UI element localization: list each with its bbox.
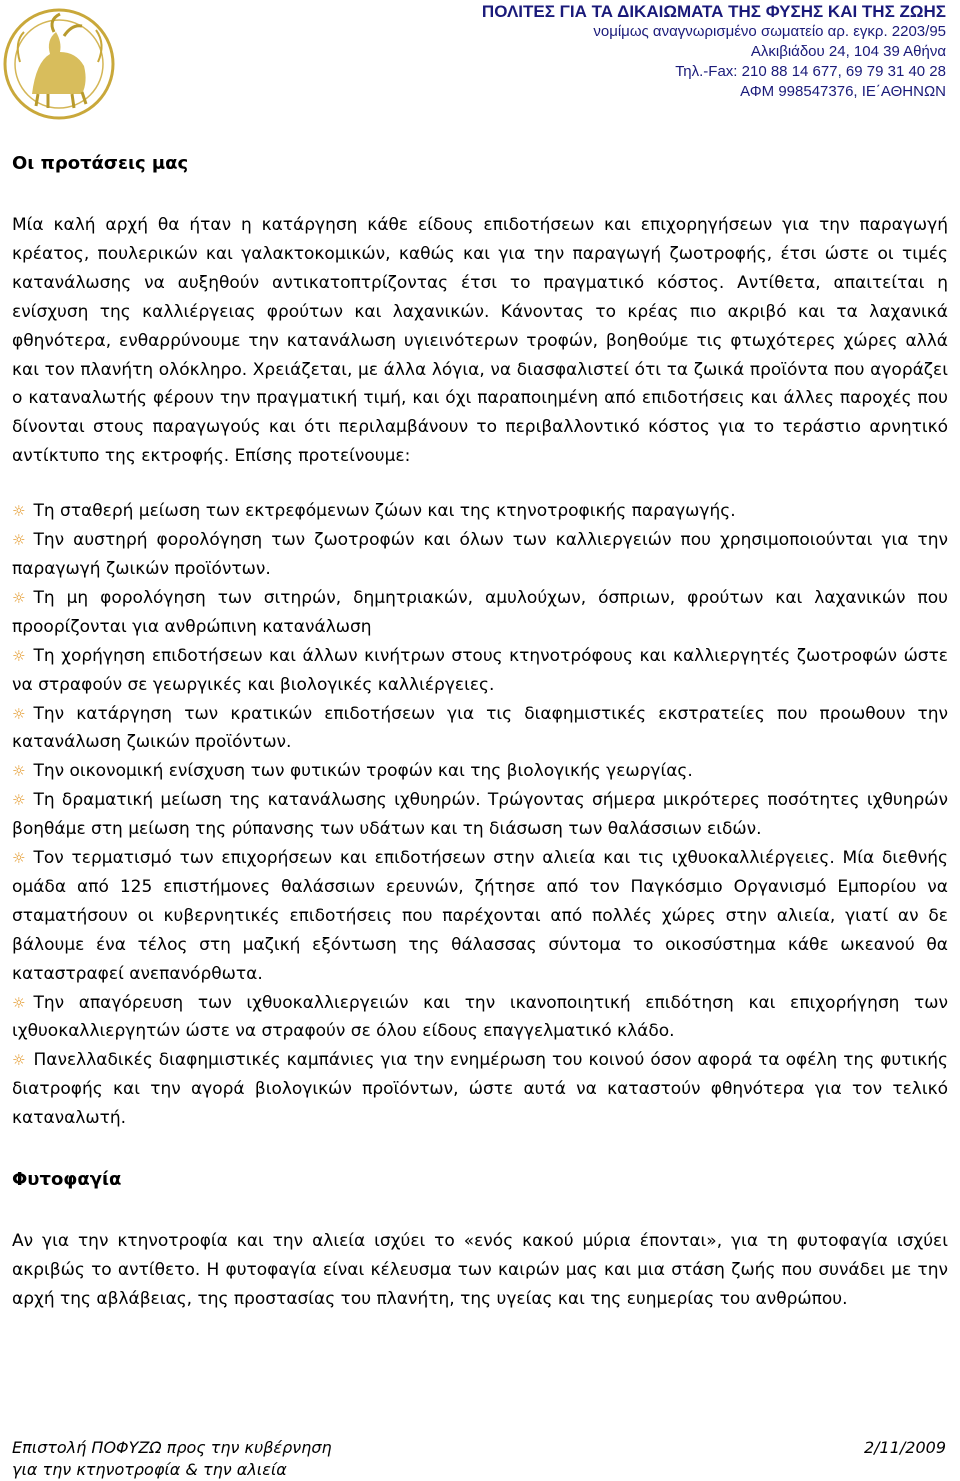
- sun-bullet-icon: ☼: [12, 1051, 26, 1070]
- sun-bullet-icon: ☼: [12, 531, 26, 550]
- sun-bullet-icon: ☼: [12, 762, 26, 781]
- intro-paragraph: Μία καλή αρχή θα ήταν η κατάργηση κάθε είδους επιδοτήσεων και επιχορηγήσεων για την παραγωγή κρέατος, πουλερικών και γαλακτοκομικών, καθώς και για την παραγωγή ζωοτροφής, έτσι ώστε οι τιμές κατανάλωσης να αυξηθούν αντικατοπτρίζοντας έτσι το πραγματικό κόστος. Αντίθετα, απαιτείται η ενίσχυση της καλλιέργειας φρούτων και λαχανικών. Κάνοντας το κρέας πιο ακριβό και τα λαχανικά φθηνότερα, ενθαρρύνουμε την κατανάλωση υγιεινότερων τροφών, βοηθούμε τις φτωχότερες χώρες αλλά και τον πλανήτη ολόκληρο. Χρειάζεται, με άλλα λόγια, να διασφαλιστεί ότι τα ζωικά προϊόντα που αγοράζει ο καταναλωτής φέρουν την πραγματική τιμή, και όχι παραποιημένη από επιδοτήσεις και άλλες παροχές που δίνονται στους παραγωγούς και ότι περιλαμβάνουν το περιβαλλοντικό κόστος για το τεράστιο αρνητικό αντίκτυπο της εκτροφής. Επίσης προτείνουμε:: [12, 215, 948, 467]
- list-item: ☼ Τη μη φορολόγηση των σιτηρών, δημητριακών, αμυλούχων, όσπριων, φρούτων και λαχανικών που προορίζονται για ανθρώπινη κατανάλωση: [12, 587, 948, 637]
- herbivory-paragraph: Αν για την κτηνοτροφία και την αλιεία ισχύει το «ενός κακού μύρια έπονται», για τη φυτοφαγία ισχύει ακριβώς το αντίθετο. Η φυτοφαγία είναι κέλευσμα των καιρών μας και μια στάση ζωής που συνάδει με την αρχή της αβλάβειας, της προστασίας του πλανήτη, της υγείας και της ευημερίας του ανθρώπου.: [12, 1231, 948, 1309]
- list-item: ☼ Τη δραματική μείωση της κατανάλωσης ιχθυηρών. Τρώγοντας σήμερα μικρότερες ποσότητες ιχθυηρών βοηθάμε στη μείωση της ρύπανσης των υδάτων και τη διάσωση των θαλάσσιων ειδών.: [12, 790, 948, 840]
- list-item: ☼ Την αυστηρή φορολόγηση των ζωοτροφών και όλων των καλλιεργειών που χρησιμοποιούνται για την παραγωγή ζωικών προϊόντων.: [12, 530, 948, 579]
- list-item: ☼ Τη χορήγηση επιδοτήσεων και άλλων κινήτρων στους κτηνοτρόφους και καλλιεργητές ζωοτροφών ώστε να στραφούν σε γεωργικές και βιολογικές καλλιέργειες.: [12, 645, 948, 695]
- organization-header: [482, 2, 946, 102]
- sun-bullet-icon: ☼: [12, 993, 26, 1012]
- document-body: [12, 150, 948, 1314]
- sun-bullet-icon: ☼: [12, 849, 26, 868]
- legal-status: νομίμως αναγνωρισμένο σωματείο αρ. εγκρ. 2203/95: [593, 23, 946, 40]
- sun-bullet-icon: ☼: [12, 704, 26, 723]
- tax-id: ΑΦΜ 998547376, ΙΕ΄ΑΘΗΝΩΝ: [740, 83, 946, 100]
- list-item: ☼ Τον τερματισμό των επιχορήσεων και επιδοτήσεων στην αλιεία και τις ιχθυοκαλλιέργειες. Μία διεθνής ομάδα από 125 επιστήμονες θαλάσσιων ερευνών, ζήτησε από τον Παγκόσμιο Οργανισμό Εμπορίου να σταματήσουν οι κυβερνητικές επιδοτήσεις που παρέχονται από πολλές χώρες στην αλιεία, γιατί αν δε βάλουμε ένα τέλος στη μαζική εξόντωση της θάλασσας σύντομα το οικοσύστημα κάθε ωκεανού θα καταστραφεί ανεπανόρθωτα.: [12, 848, 948, 984]
- section-title-herbivory: Φυτοφαγία: [12, 1169, 122, 1191]
- footer-subtitle: για την κτηνοτροφία & την αλιεία: [12, 1460, 287, 1479]
- section-title-proposals: Οι προτάσεις μας: [12, 153, 189, 174]
- sun-bullet-icon: ☼: [12, 502, 26, 521]
- sun-bullet-icon: ☼: [12, 791, 26, 810]
- phone-fax: Τηλ.-Fax: 210 88 14 677, 69 79 31 40 28: [675, 63, 946, 80]
- footer-date: 2/11/2009: [863, 1438, 946, 1457]
- list-item: ☼ Την κατάργηση των κρατικών επιδοτήσεων για τις διαφημιστικές εκστρατείες που προωθουν την κατανάλωση ζωικών προϊόντων.: [12, 703, 948, 753]
- organization-name: ΠΟΛΙΤΕΣ ΓΙΑ ΤΑ ΔΙΚΑΙΩΜΑΤΑ ΤΗΣ ΦΥΣΗΣ ΚΑΙ ΤΗΣ ΖΩΗΣ: [481, 2, 946, 21]
- footer-title: Επιστολή ΠΟΦΥΖΩ προς την κυβέρνηση: [12, 1438, 332, 1457]
- list-item: ☼ Την οικονομική ενίσχυση των φυτικών τροφών και της βιολογικής γεωργίας.: [12, 761, 693, 782]
- address: Αλκιβιάδου 24, 104 39 Αθήνα: [750, 43, 946, 60]
- page-footer: [12, 1437, 946, 1481]
- list-item: ☼ Τη σταθερή μείωση των εκτρεφόμενων ζώων και της κτηνοτροφικής παραγωγής.: [12, 501, 736, 522]
- sun-bullet-icon: ☼: [12, 588, 26, 607]
- logo-emblem-icon: [2, 2, 116, 126]
- organization-logo: [2, 2, 116, 126]
- list-item: ☼ Την απαγόρευση των ιχθυοκαλλιεργειών και την ικανοποιητική επιδότηση και επιχορήγηση των ιχθυοκαλλιεργητών ώστε να στραφούν σε όλου είδους επαγγελματικό κλάδο.: [12, 992, 948, 1042]
- proposals-list: [12, 497, 948, 1133]
- list-item: ☼ Πανελλαδικές διαφημιστικές καμπάνιες για την ενημέρωση του κοινού όσον αφορά τα οφέλη της φυτικής διατροφής και την αγορά βιολογικών προϊόντων, ώστε αυτά να καταστούν φθηνότερα για τον τελικό καταναλωτή.: [12, 1050, 948, 1129]
- sun-bullet-icon: ☼: [12, 646, 26, 665]
